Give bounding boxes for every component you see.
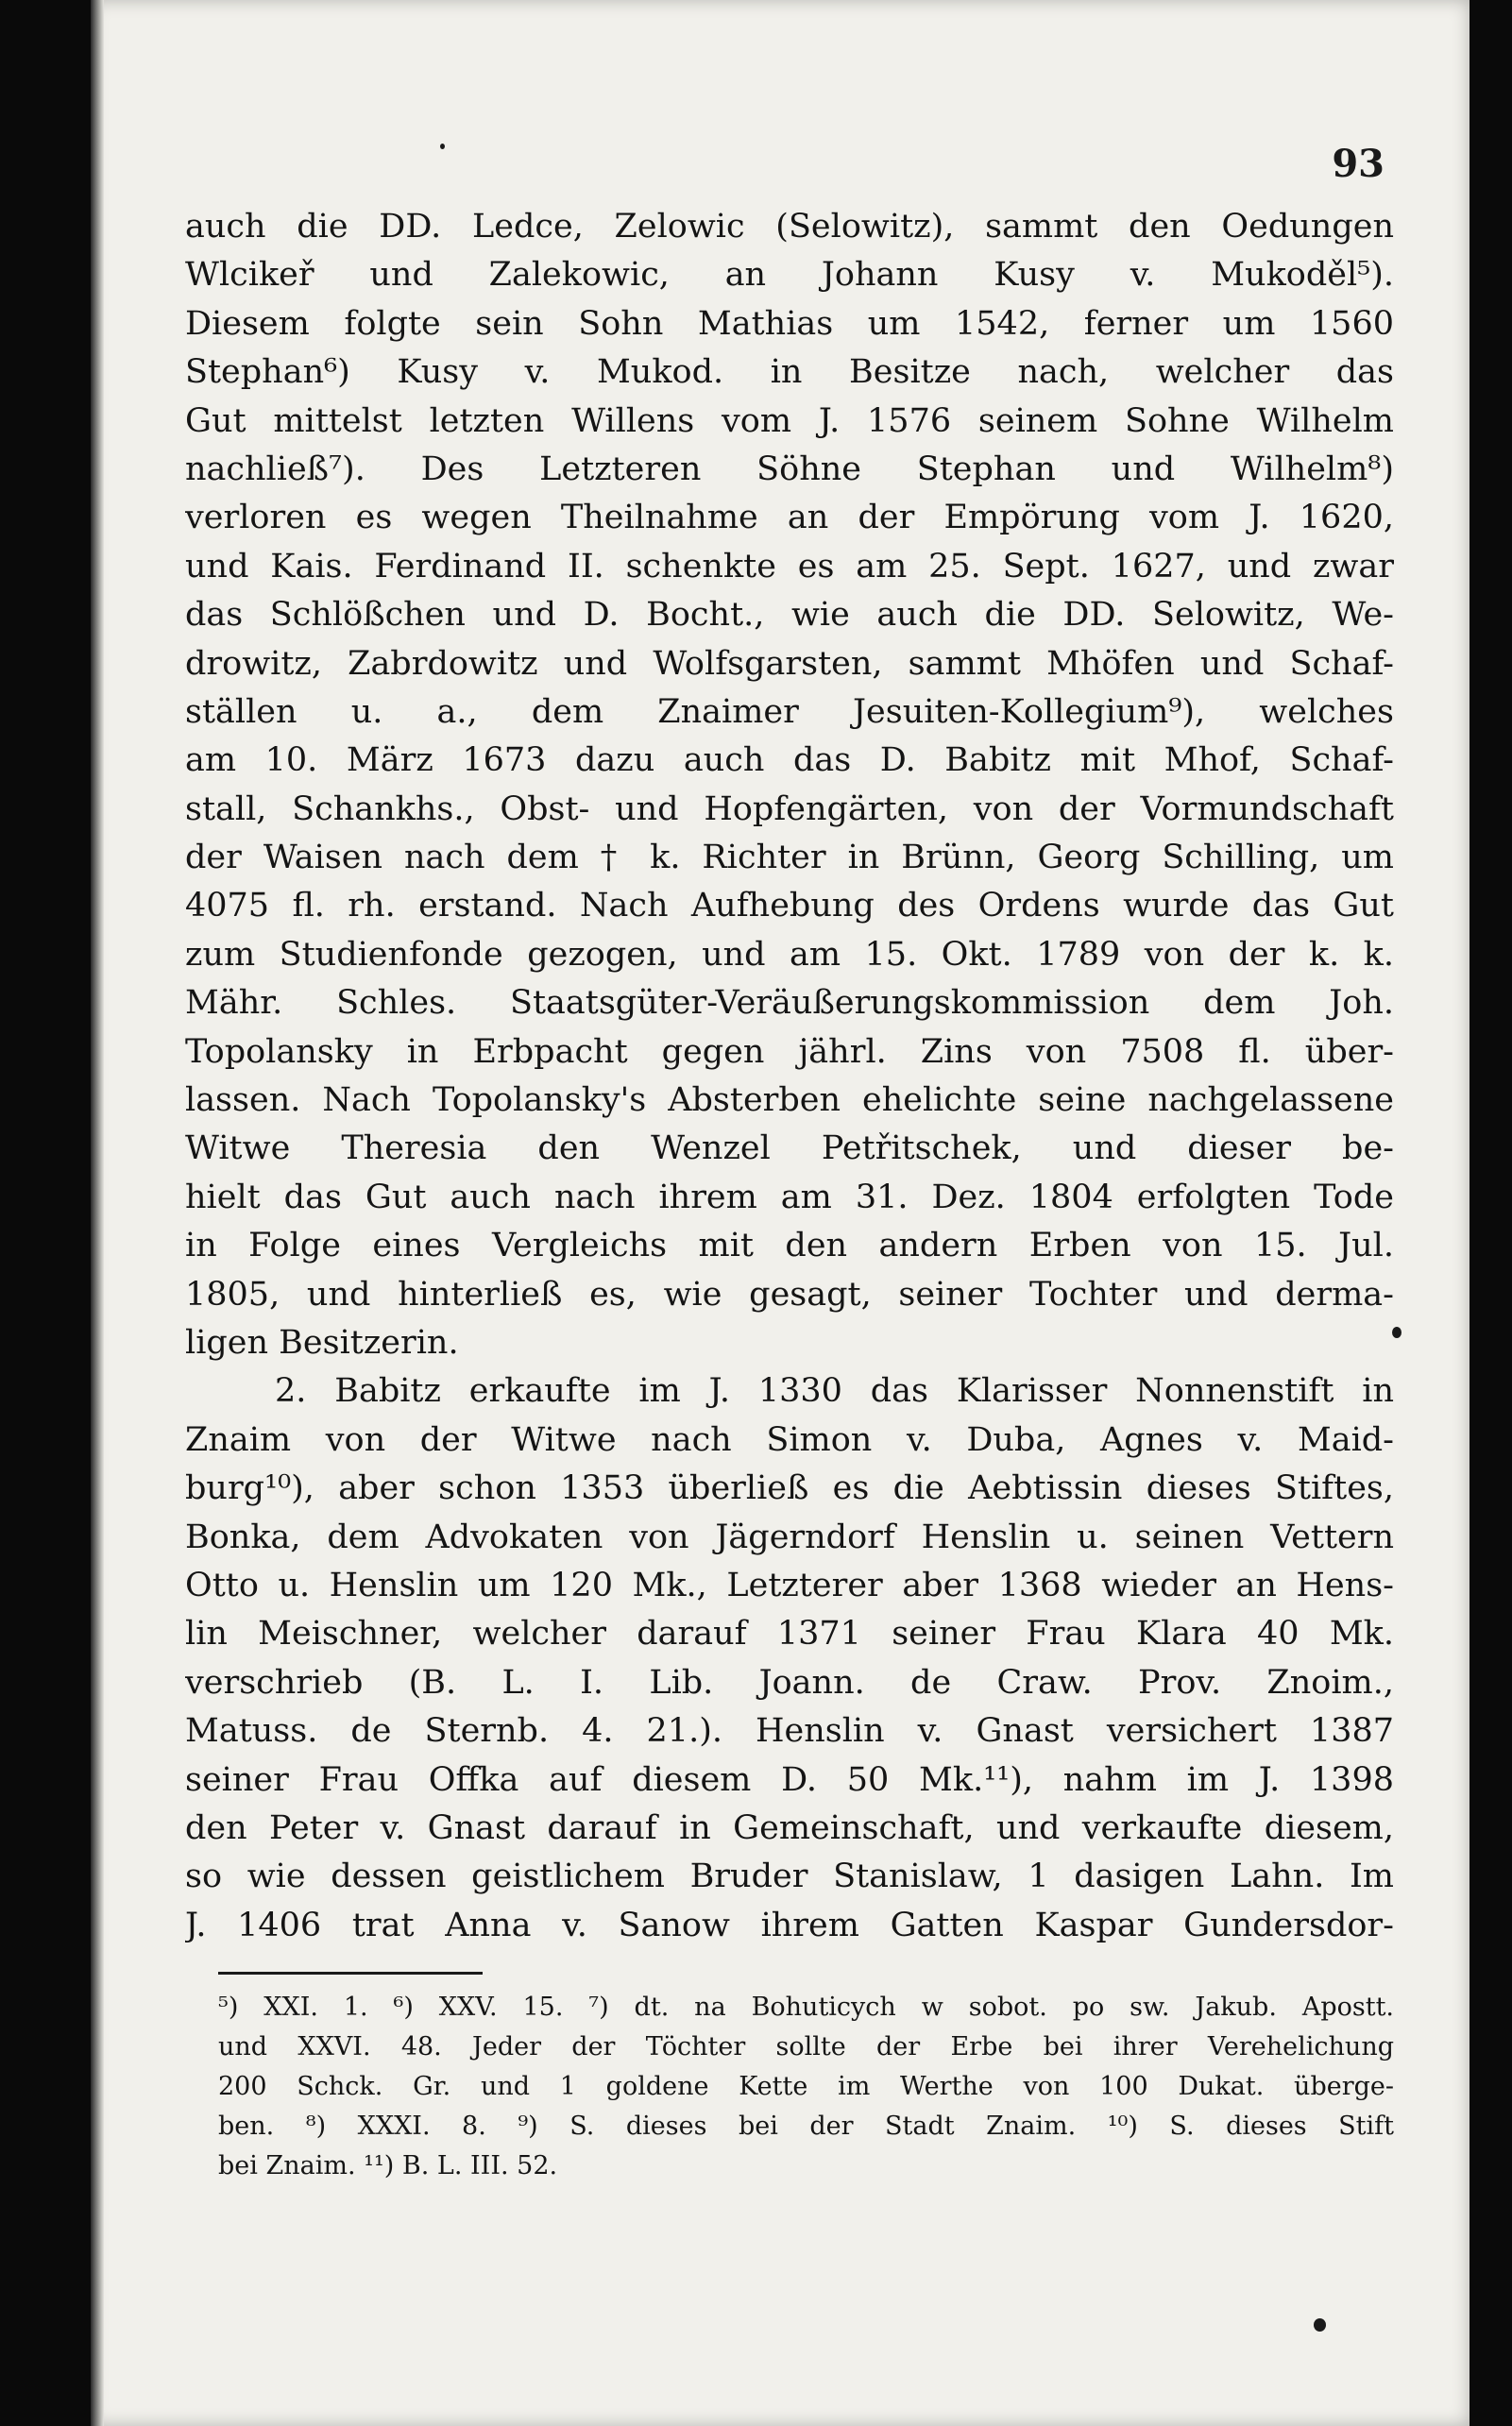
text-line: ligen Besitzerin. [185,1323,459,1362]
text-line: lassen. Nach Topolansky's Absterben ehelichte seine nachgelassene [185,1081,1394,1120]
footnote-line: und XXVI. 48. Jeder der Töchter sollte der Erbe bei ihrer Verehelichung [218,2032,1394,2061]
text-line: Bonka, dem Advokaten von Jägerndorf Henslin u. seinen Vettern [185,1518,1394,1556]
text-line: seiner Frau Offka auf diesem D. 50 Mk.¹¹), nahm im J. 1398 [185,1760,1394,1799]
text-line: Topolansky in Erbpacht gegen jährl. Zins von 7508 fl. über- [185,1032,1394,1071]
ink-speck [1392,1327,1402,1338]
text-line: auch die DD. Ledce, Zelowic (Selowitz), sammt den Oedungen [185,208,1394,246]
text-line: den Peter v. Gnast darauf in Gemeinschaft, und verkaufte diesem, [185,1808,1394,1847]
text-line: verloren es wegen Theilnahme an der Empörung vom J. 1620, [185,499,1394,537]
text-line: Gut mittelst letzten Willens vom J. 1576 seinem Sohne Wilhelm [185,401,1394,440]
footnote-line: 200 Schck. Gr. und 1 goldene Kette im Werthe von 100 Dukat. überge- [218,2072,1394,2101]
text-line: und Kais. Ferdinand II. schenkte es am 25. Sept. 1627, und zwar [185,547,1394,585]
text-line: drowitz, Zabrdowitz und Wolfsgarsten, sammt Mhöfen und Schaf- [185,644,1394,683]
footnote-separator [218,1972,483,1975]
text-line: zum Studienfonde gezogen, und am 15. Okt. 1789 von der k. k. [185,935,1394,974]
page-number: 93 [1332,142,1385,186]
text-line: ställen u. a., dem Znaimer Jesuiten-Kollegium⁹), welches [185,692,1394,731]
text-line: der Waisen nach dem † k. Richter in Brünn, Georg Schilling, um [185,839,1394,877]
text-line: Diesem folgte sein Sohn Mathias um 1542, ferner um 1560 [185,304,1394,343]
ink-speck [440,144,445,149]
text-line: Matuss. de Sternb. 4. 21.). Henslin v. Gnast versichert 1387 [185,1712,1394,1751]
footnote-line: bei Znaim. ¹¹) B. L. III. 52. [218,2151,558,2180]
page-edge [91,0,104,2426]
footnote-line: ⁵) XXI. 1. ⁶) XXV. 15. ⁷) dt. na Bohuticych w sobot. po sw. Jakub. Apostt. [218,1993,1394,2022]
text-line: Znaim von der Witwe nach Simon v. Duba, Agnes v. Maid- [185,1420,1394,1459]
text-line: stall, Schankhs., Obst- und Hopfengärten, von der Vormundschaft [185,789,1394,828]
text-line: Witwe Theresia den Wenzel Petřitschek, und dieser be- [185,1129,1394,1168]
footnote-line: ben. ⁸) XXXI. 8. ⁹) S. dieses bei der Stadt Znaim. ¹⁰) S. dieses Stift [218,2112,1394,2141]
text-line: nachließ⁷). Des Letzteren Söhne Stephan und Wilhelm⁸) [185,450,1394,488]
text-line: Mähr. Schles. Staatsgüter-Veräußerungskommission dem Joh. [185,984,1394,1023]
text-line: am 10. März 1673 dazu auch das D. Babitz mit Mhof, Schaf- [185,741,1394,780]
text-line: 1805, und hinterließ es, wie gesagt, seiner Tochter und derma- [185,1275,1394,1314]
text-line: das Schlößchen und D. Bocht., wie auch die DD. Selowitz, We- [185,596,1394,635]
footnotes [218,1988,1394,2186]
text-line: lin Meischner, welcher darauf 1371 seiner Frau Klara 40 Mk. [185,1615,1394,1654]
text-line: 4075 fl. rh. erstand. Nach Aufhebung des Ordens wurde das Gut [185,887,1394,925]
text-line: Stephan⁶) Kusy v. Mukod. in Besitze nach, welcher das [185,353,1394,392]
text-line: J. 1406 trat Anna v. Sanow ihrem Gatten Kaspar Gundersdor- [185,1906,1394,1944]
book-page [91,0,1470,2426]
text-line: 2. Babitz erkaufte im J. 1330 das Klarisser Nonnenstift in [275,1372,1394,1411]
text-line: burg¹⁰), aber schon 1353 überließ es die Aebtissin dieses Stiftes, [185,1469,1394,1508]
text-line: so wie dessen geistlichem Bruder Stanislaw, 1 dasigen Lahn. Im [185,1858,1394,1896]
ink-speck [1314,2318,1326,2332]
text-line: Otto u. Henslin um 120 Mk., Letzterer aber 1368 wieder an Hens- [185,1566,1394,1604]
text-line: Wlcikeř und Zalekowic, an Johann Kusy v. Mukoděl⁵). [185,256,1394,295]
text-line: hielt das Gut auch nach ihrem am 31. Dez. 1804 erfolgten Tode [185,1178,1394,1216]
text-line: in Folge eines Vergleichs mit den andern Erben von 15. Jul. [185,1227,1394,1265]
text-line: verschrieb (B. L. I. Lib. Joann. de Craw. Prov. Znoim., [185,1663,1394,1702]
body-text [185,203,1394,1950]
